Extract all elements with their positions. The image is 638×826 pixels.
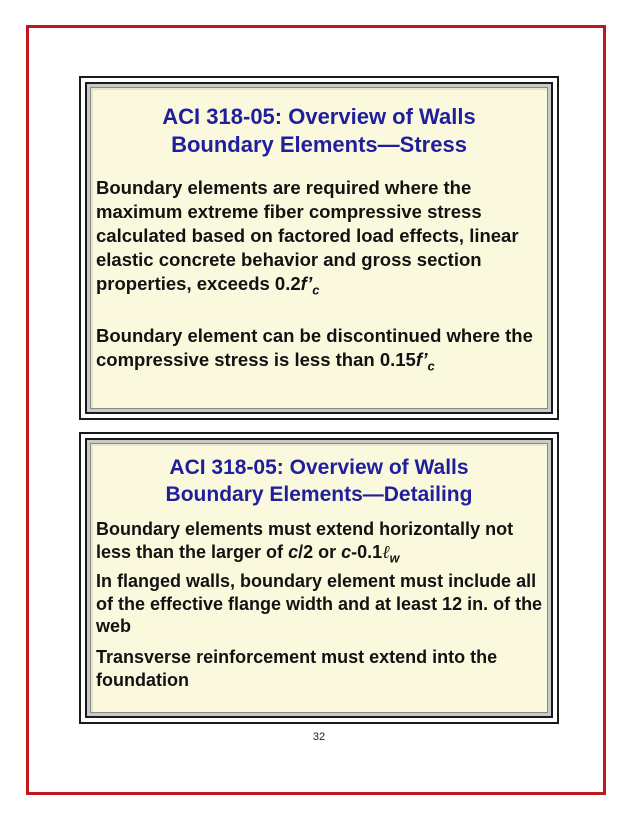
paragraph-required [96,176,543,303]
c-symbol: c [341,541,352,562]
slide-frame [85,438,553,718]
slide-title [91,454,547,508]
title-line-2: Boundary Elements—Detailing [165,483,473,506]
paragraph-transverse-reinforcement: Transverse reinforcement must extend into the foundation [96,647,498,690]
slide-frame [85,82,553,414]
title-line-1: ACI 318-05: Overview of Walls [162,104,476,129]
title-line-1: ACI 318-05: Overview of Walls [169,456,469,479]
fc-subscript: c [427,358,435,374]
lw-symbol: ℓ [382,541,390,563]
c-symbol: c [288,541,299,562]
slide-detailing [79,432,559,724]
paragraph-flanged-walls: In flanged walls, boundary element must include all of the effective flange width and at least 12 in. of the web [96,571,543,636]
slide-title [91,103,547,159]
page-number: 32 [312,731,326,743]
lw-subscript: w [389,550,400,565]
paragraph-text: Boundary element can be discontinued where the compressive stress is less than 0.15 [96,325,533,370]
paragraph-text: Boundary elements must extend horizontally not less than the larger of [96,519,514,562]
paragraph-extend-horizontally [96,518,543,569]
slide-content [90,443,548,713]
slide-content [90,87,548,409]
paragraph-discontinued [96,324,543,379]
paragraph-text-mid: /2 or [298,541,342,562]
paragraph-text: Boundary elements are required where the maximum extreme fiber compressive stress calculated based on factored load effects, linear elastic concrete behavior and gross section properties, exceeds 0.2 [96,177,519,294]
fc-symbol: f’ [300,273,313,294]
title-line-2: Boundary Elements—Stress [171,132,467,157]
paragraph-text-tail: -0.1 [351,541,383,562]
fc-symbol: f’ [415,349,428,370]
fc-subscript: c [312,282,320,298]
slide-stress [79,76,559,420]
